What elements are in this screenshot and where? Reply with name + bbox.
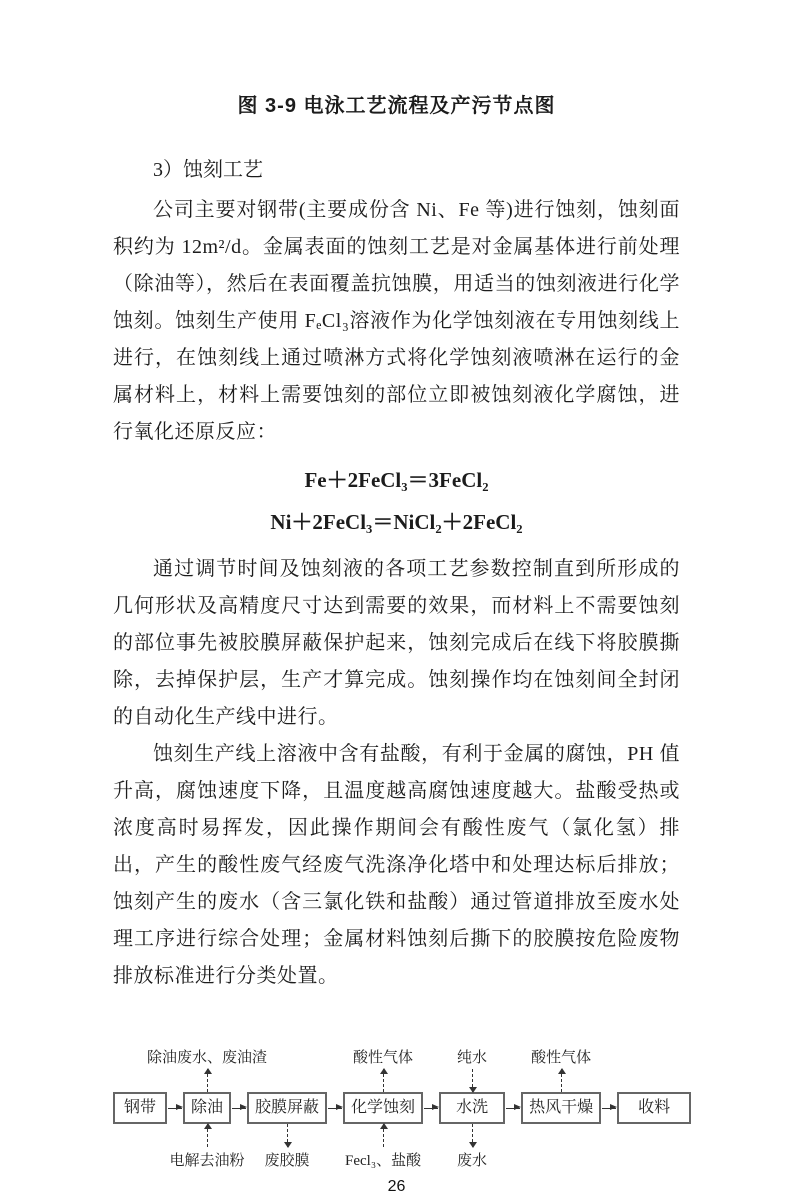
- flow-stage-chemical-etching: [343, 1050, 423, 1169]
- dashed-arrow-up-icon: [561, 1069, 562, 1092]
- arrow-right-icon: [602, 1108, 616, 1109]
- arrow-right-icon: [232, 1108, 246, 1109]
- flow-input-label: Fecl₃、盐酸: [345, 1153, 422, 1169]
- flow-output-label: 除油废水、废油渣: [147, 1050, 268, 1066]
- flow-box: 除油: [183, 1092, 231, 1124]
- flow-box: 水洗: [439, 1092, 505, 1124]
- dashed-arrow-down-icon: [287, 1124, 288, 1147]
- dashed-arrow-down-icon: [472, 1069, 473, 1092]
- flow-stage-degreasing: [147, 1050, 268, 1169]
- arrow-right-icon: [168, 1108, 182, 1109]
- arrow-right-icon: [424, 1108, 438, 1109]
- flow-output-label: 酸性气体: [353, 1050, 414, 1066]
- paragraph-etching-intro: 公司主要对钢带(主要成份含 Ni、Fe 等)进行蚀刻，蚀刻面积约为 12m²/d。金属表面的蚀刻工艺是对金属基体进行前处理（除油等），然后在表面覆盖抗蚀膜，用适当的蚀刻液进行化学蚀刻。蚀刻生产使用 FₑCl₃溶液作为化学蚀刻液在专用蚀刻线上进行，在蚀刻线上通过喷淋方式将化学蚀刻液喷淋在运行的金属材料上，材料上需要蚀刻的部位立即被蚀刻液化学腐蚀，进行氧化还原反应：: [113, 199, 680, 443]
- flow-input-label: 电解去油粉: [169, 1153, 245, 1169]
- page-number: 26: [387, 1178, 406, 1195]
- arrow-right-icon: [506, 1108, 520, 1109]
- flow-stage-collection: [617, 1092, 691, 1124]
- flow-stage-hot-air-drying: [521, 1050, 601, 1124]
- dashed-arrow-up-icon: [207, 1124, 208, 1147]
- flow-stage-film-masking: [247, 1092, 327, 1169]
- dashed-arrow-up-icon: [207, 1069, 208, 1092]
- dashed-arrow-up-icon: [383, 1069, 384, 1092]
- equation-nickel: Ni＋2FeCl₃＝NiCl₂＋2FeCl₂: [270, 510, 523, 534]
- flow-box: 钢带: [113, 1092, 167, 1124]
- flow-output-label: 废水: [457, 1153, 488, 1169]
- flow-stage-water-rinse: [439, 1050, 505, 1169]
- section-heading: 3）蚀刻工艺: [153, 159, 263, 181]
- equation-iron: Fe＋2FeCl₃＝3FeCl₂: [304, 468, 489, 492]
- flow-box: 热风干燥: [521, 1092, 601, 1124]
- flow-input-label: 纯水: [457, 1050, 488, 1066]
- process-flow-diagram: [113, 1045, 680, 1169]
- flow-stage-steel-strip: [113, 1092, 167, 1124]
- flow-output-label: 废胶膜: [264, 1153, 310, 1169]
- flow-box: 收料: [617, 1092, 691, 1124]
- paragraph-waste-handling: 蚀刻生产线上溶液中含有盐酸，有利于金属的腐蚀，PH 值升高，腐蚀速度下降，且温度越高腐蚀速度越大。盐酸受热或浓度高时易挥发，因此操作期间会有酸性废气（氯化氢）排出，产生的酸性废气经废气洗涤净化塔中和处理达标后排放；蚀刻产生的废水（含三氯化铁和盐酸）通过管道排放至废水处理工序进行综合处理；金属材料蚀刻后撕下的胶膜按危险废物排放标准进行分类处置。: [113, 743, 680, 987]
- flow-box: 胶膜屏蔽: [247, 1092, 327, 1124]
- figure-caption: 图 3-9 电泳工艺流程及产污节点图: [237, 95, 556, 117]
- dashed-arrow-down-icon: [472, 1124, 473, 1147]
- chemical-equations: [113, 467, 680, 535]
- flow-output-label: 酸性气体: [531, 1050, 592, 1066]
- dashed-arrow-up-icon: [383, 1124, 384, 1147]
- paragraph-process-control: 通过调节时间及蚀刻液的各项工艺参数控制直到所形成的几何形状及高精度尺寸达到需要的效果，而材料上不需要蚀刻的部位事先被胶膜屏蔽保护起来，蚀刻完成后在线下将胶膜撕除，去掉保护层，生产才算完成。蚀刻操作均在蚀刻间全封闭的自动化生产线中进行。: [113, 558, 680, 728]
- arrow-right-icon: [328, 1108, 342, 1109]
- flow-box: 化学蚀刻: [343, 1092, 423, 1124]
